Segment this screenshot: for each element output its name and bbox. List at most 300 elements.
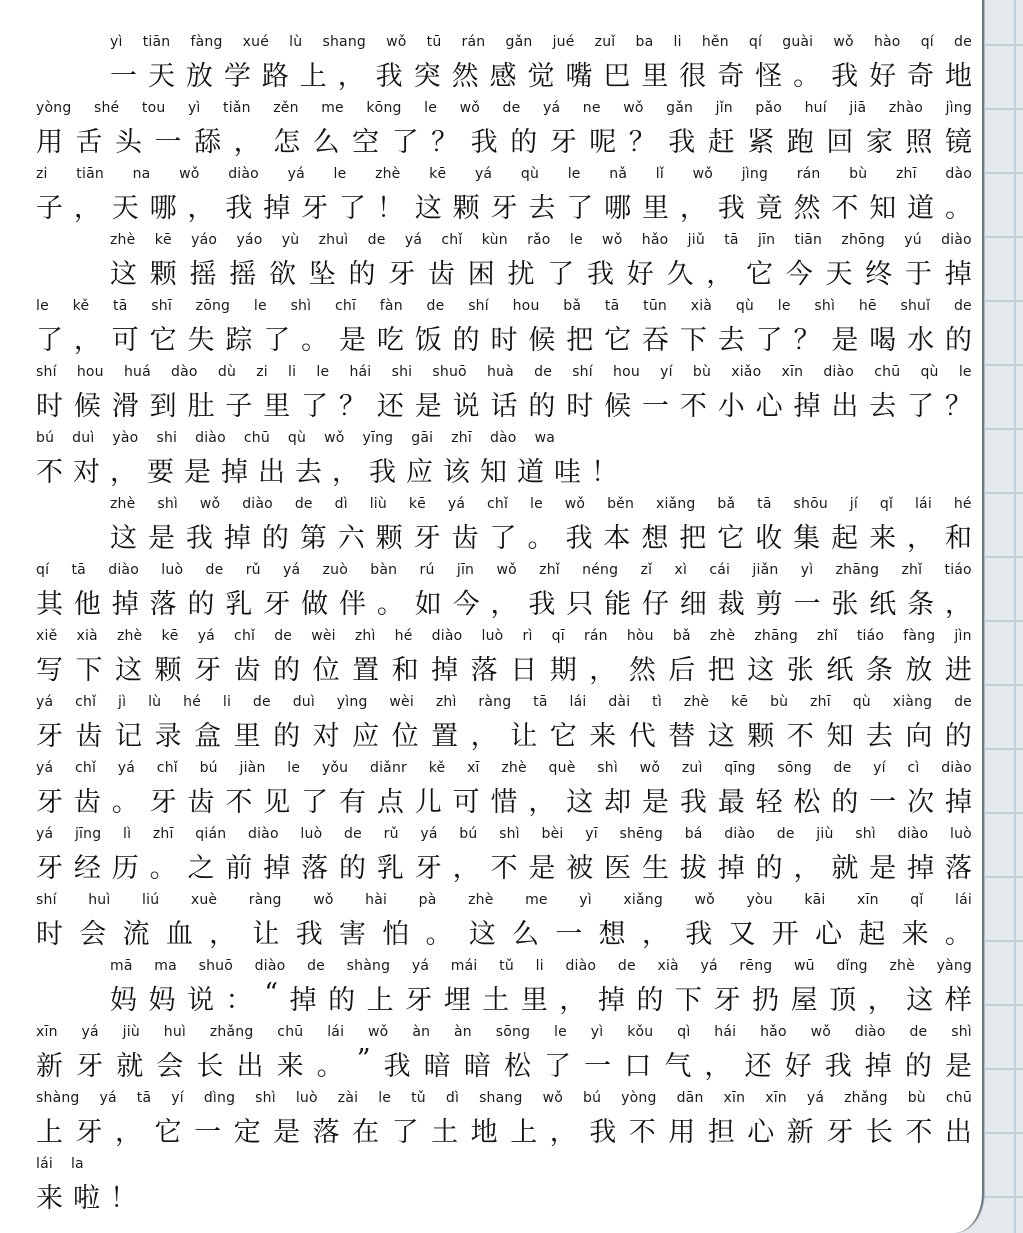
hanzi-char: 路 — [261, 61, 289, 92]
hanzi-char: 记 — [115, 721, 143, 752]
hanzi-char: 跑 — [786, 127, 814, 158]
pinyin-syllable: hé — [183, 694, 202, 710]
hanzi-char: 久 — [666, 259, 694, 290]
hanzi-char: 舔 — [194, 127, 222, 158]
pinyin-syllable: chī — [334, 298, 357, 314]
hanzi-char: ， — [945, 589, 972, 620]
pinyin-syllable: zhì — [354, 628, 376, 644]
text-line — [36, 822, 972, 888]
pinyin-syllable: sōng — [777, 760, 812, 776]
pinyin-syllable: hou — [613, 364, 640, 380]
hanzi-char: 心 — [755, 391, 783, 422]
hanzi-char: 喝 — [869, 325, 897, 356]
pinyin-syllable: xīn — [781, 364, 804, 380]
pinyin-syllable: zhì — [435, 694, 457, 710]
hanzi-char: 来 — [276, 1051, 304, 1082]
pinyin-syllable: yí — [660, 364, 673, 380]
hanzi-char: 了 — [263, 325, 291, 356]
pinyin-syllable: cái — [709, 562, 731, 578]
hanzi-char: 集 — [793, 523, 821, 554]
pinyin-syllable: zǐ — [640, 562, 653, 578]
hanzi-char: 仔 — [642, 589, 669, 620]
hanzi-char: 然 — [451, 61, 479, 92]
pinyin-syllable: zhāng — [835, 562, 880, 578]
pinyin-syllable: diào — [247, 826, 279, 842]
pinyin-row — [110, 958, 972, 974]
pinyin-syllable: fàn — [379, 298, 403, 314]
hanzi-char: 上 — [36, 1117, 63, 1148]
hanzi-char: 长 — [196, 1051, 224, 1082]
hanzi-char: 就 — [831, 853, 859, 884]
pinyin-syllable: de — [344, 826, 362, 842]
hanzi-char: ， — [907, 523, 935, 554]
hanzi-char: 样 — [944, 985, 972, 1016]
pinyin-syllable: yí — [171, 1090, 184, 1106]
pinyin-syllable: lái — [954, 892, 972, 908]
pinyin-syllable: dào — [945, 166, 972, 182]
hanzi-char: 踪 — [225, 325, 253, 356]
hanzi-char: 上 — [299, 61, 327, 92]
hanzi-char: 向 — [905, 721, 933, 752]
hanzi-char: 放 — [185, 61, 213, 92]
pinyin-syllable: shuǐ — [900, 298, 931, 314]
hanzi-char: 话 — [490, 391, 518, 422]
hanzi-char: 我 — [383, 1051, 411, 1082]
hanzi-char: 这 — [906, 985, 934, 1016]
pinyin-syllable: yòng — [621, 1090, 657, 1106]
pinyin-syllable: wǒ — [694, 892, 715, 908]
pinyin-syllable: le — [378, 1090, 392, 1106]
hanzi-char: 颗 — [149, 259, 177, 290]
hanzi-char: 放 — [905, 655, 933, 686]
pinyin-syllable: zhè — [683, 694, 710, 710]
hanzi-char: ， — [589, 655, 617, 686]
hanzi-char: 道 — [517, 457, 544, 488]
pinyin-syllable: de — [307, 958, 325, 974]
pinyin-syllable: de — [954, 694, 972, 710]
hanzi-row — [36, 846, 972, 885]
pinyin-row — [110, 232, 972, 248]
pinyin-syllable: ràng — [248, 892, 282, 908]
hanzi-char: 去 — [528, 193, 556, 224]
hanzi-char: 怎 — [273, 127, 301, 158]
pinyin-syllable: zhī — [451, 430, 472, 446]
pinyin-syllable: yáo — [236, 232, 263, 248]
pinyin-syllable: zōng — [195, 298, 231, 314]
hanzi-char: 很 — [679, 61, 707, 92]
hanzi-char: 后 — [668, 655, 696, 686]
pinyin-syllable: yì — [110, 34, 123, 50]
pinyin-syllable: dù — [217, 364, 237, 380]
hanzi-char: 水 — [907, 325, 935, 356]
hanzi-char: 儿 — [414, 787, 442, 818]
pinyin-syllable: tā — [724, 232, 739, 248]
hanzi-char: 想 — [641, 523, 669, 554]
hanzi-char: 好 — [626, 259, 654, 290]
hanzi-char: 掉 — [221, 457, 248, 488]
hanzi-char: 让 — [510, 721, 538, 752]
hanzi-char: 掉 — [944, 259, 972, 290]
pinyin-syllable: guài — [782, 34, 814, 50]
pinyin-syllable: xiě — [36, 628, 58, 644]
hanzi-char: 来 — [589, 721, 617, 752]
pinyin-syllable: jīn — [757, 232, 776, 248]
hanzi-char: 。 — [793, 61, 821, 92]
hanzi-char: 牙 — [414, 853, 442, 884]
pinyin-syllable: qù — [287, 430, 307, 446]
hanzi-char: 不 — [490, 853, 518, 884]
pinyin-syllable: diào — [854, 1024, 886, 1040]
hanzi-char: 应 — [406, 457, 433, 488]
hanzi-char: ， — [559, 985, 587, 1016]
pinyin-syllable: lù — [148, 694, 162, 710]
hanzi-char: 去 — [869, 391, 897, 422]
pinyin-syllable: hē — [858, 298, 877, 314]
pinyin-syllable: le — [424, 100, 438, 116]
pinyin-syllable: de — [294, 496, 313, 512]
pinyin-syllable: tā — [757, 496, 772, 512]
pinyin-syllable: rán — [796, 166, 821, 182]
pinyin-row — [36, 562, 972, 578]
pinyin-syllable: zhè — [709, 628, 736, 644]
text-line — [36, 1020, 972, 1086]
pinyin-syllable: jí — [849, 496, 858, 512]
hanzi-char: 让 — [252, 919, 280, 950]
hanzi-char: 我 — [225, 193, 253, 224]
pinyin-syllable: diào — [228, 166, 259, 182]
hanzi-char: ， — [209, 919, 237, 950]
hanzi-char: 新 — [786, 1117, 814, 1148]
hanzi-char: 是 — [184, 457, 211, 488]
hanzi-char: 。 — [425, 919, 453, 950]
pinyin-syllable: rán — [461, 34, 486, 50]
pinyin-row — [36, 760, 972, 776]
pinyin-syllable: zhǎng — [209, 1024, 254, 1040]
hanzi-char: 回 — [826, 127, 854, 158]
hanzi-char: 它 — [746, 259, 773, 290]
hanzi-char: 了 — [391, 127, 419, 158]
hanzi-char: 土 — [482, 985, 510, 1016]
hanzi-char: 有 — [339, 787, 366, 818]
pinyin-syllable: shì — [499, 826, 520, 842]
pinyin-syllable: luò — [481, 628, 504, 644]
pinyin-syllable: hào — [873, 34, 901, 50]
pinyin-syllable: bú — [199, 760, 218, 776]
pinyin-syllable: rú — [419, 562, 435, 578]
hanzi-row — [36, 648, 972, 687]
text-line — [36, 492, 972, 558]
hanzi-char: ？ — [431, 127, 459, 158]
hanzi-char: 的 — [339, 853, 366, 884]
hanzi-char: 落 — [149, 589, 177, 620]
hanzi-char: 知 — [826, 721, 854, 752]
hanzi-char: 剪 — [755, 589, 783, 620]
hanzi-char: 啦 — [73, 1183, 100, 1214]
pinyin-syllable: de — [274, 628, 293, 644]
pinyin-syllable: le — [333, 166, 347, 182]
hanzi-char: 颗 — [154, 655, 182, 686]
pinyin-syllable: shang — [322, 34, 366, 50]
pinyin-syllable: zhè — [110, 496, 136, 512]
hanzi-char: 点 — [376, 787, 404, 818]
hanzi-char: 可 — [111, 325, 139, 356]
hanzi-char: 了 — [301, 391, 329, 422]
hanzi-char: 。 — [944, 919, 972, 950]
pinyin-syllable: chǐ — [487, 496, 509, 512]
hanzi-char: 是 — [147, 523, 175, 554]
pinyin-syllable: dì — [445, 1090, 460, 1106]
pinyin-syllable: wǒ — [313, 892, 334, 908]
pinyin-row — [36, 628, 972, 644]
hanzi-char: 。 — [149, 853, 177, 884]
pinyin-syllable: zhè — [116, 628, 143, 644]
pinyin-syllable: shì — [855, 826, 876, 842]
hanzi-char: 掉 — [223, 523, 251, 554]
hanzi-char: 代 — [628, 721, 656, 752]
hanzi-char: ， — [187, 193, 215, 224]
hanzi-char: 的 — [348, 259, 376, 290]
hanzi-char: 这 — [414, 193, 442, 224]
hanzi-char: 子 — [36, 193, 63, 224]
hanzi-char: 下 — [75, 655, 103, 686]
hanzi-char: 出 — [258, 457, 285, 488]
hanzi-char: 的 — [831, 787, 859, 818]
hanzi-char: 对 — [73, 457, 100, 488]
pinyin-syllable: bàn — [370, 562, 398, 578]
hanzi-char: 的 — [510, 127, 538, 158]
pinyin-syllable: pǎo — [755, 100, 783, 116]
pinyin-syllable: yá — [287, 166, 305, 182]
hanzi-char: 里 — [263, 391, 291, 422]
pinyin-syllable: na — [132, 166, 151, 182]
pinyin-syllable: wǒ — [459, 100, 480, 116]
pinyin-syllable: xiǎo — [731, 364, 762, 380]
hanzi-row — [36, 714, 972, 753]
hanzi-char: 说 — [187, 985, 215, 1016]
pinyin-syllable: hěn — [701, 34, 729, 50]
hanzi-char: 地 — [944, 61, 972, 92]
pinyin-syllable: xià — [690, 298, 713, 314]
hanzi-char: 好 — [784, 1051, 812, 1082]
hanzi-char: 落 — [312, 1117, 340, 1148]
hanzi-char: 落 — [470, 655, 498, 686]
hanzi-char: 道 — [907, 193, 935, 224]
hanzi-char: 头 — [115, 127, 143, 158]
pinyin-syllable: qì — [677, 1024, 691, 1040]
pinyin-syllable: shi — [391, 364, 413, 380]
hanzi-char: 被 — [566, 853, 594, 884]
hanzi-char: 好 — [869, 61, 897, 92]
pinyin-syllable: de — [909, 1024, 928, 1040]
pinyin-syllable: tiáo — [944, 562, 972, 578]
pinyin-syllable: jìn — [954, 628, 972, 644]
hanzi-char: 空 — [352, 127, 380, 158]
hanzi-char: 齿 — [451, 523, 479, 554]
hanzi-char: 去 — [865, 721, 893, 752]
hanzi-char: 日 — [510, 655, 538, 686]
hanzi-char: 条 — [907, 589, 935, 620]
hanzi-row — [36, 120, 972, 159]
hanzi-char: 我 — [528, 589, 556, 620]
pinyin-syllable: zi — [256, 364, 268, 380]
hanzi-char: 出 — [831, 391, 859, 422]
pinyin-syllable: chǐ — [441, 232, 463, 248]
pinyin-syllable: de — [953, 298, 972, 314]
hanzi-char: “ — [264, 978, 278, 1009]
hanzi-char: 奇 — [907, 61, 935, 92]
hanzi-char: 上 — [366, 985, 394, 1016]
pinyin-syllable: zhǎng — [844, 1090, 888, 1106]
pinyin-syllable: hou — [76, 364, 104, 380]
pinyin-syllable: tā — [71, 562, 86, 578]
pinyin-syllable: wǒ — [623, 100, 644, 116]
pinyin-syllable: tūn — [643, 298, 667, 314]
hanzi-char: 掉 — [111, 589, 139, 620]
pinyin-syllable: le — [554, 1024, 567, 1040]
pinyin-syllable: shí — [36, 892, 57, 908]
pinyin-row — [36, 100, 972, 116]
pinyin-syllable: àn — [412, 1024, 431, 1040]
hanzi-char: 来 — [869, 523, 897, 554]
hanzi-char: 其 — [36, 589, 63, 620]
pinyin-syllable: zuì — [681, 760, 703, 776]
hanzi-char: 开 — [771, 919, 799, 950]
pinyin-syllable: yú — [904, 232, 922, 248]
hanzi-char: ？ — [628, 127, 656, 158]
pinyin-syllable: rán — [583, 628, 608, 644]
pinyin-syllable: de — [954, 34, 972, 50]
pinyin-syllable: jiā — [849, 100, 867, 116]
hanzi-char: 里 — [641, 61, 669, 92]
hanzi-char: 不 — [628, 1117, 656, 1148]
pinyin-syllable: de — [205, 562, 224, 578]
hanzi-char: 这 — [707, 721, 735, 752]
pinyin-syllable: wǒ — [496, 562, 517, 578]
pinyin-row — [36, 364, 972, 380]
hanzi-char: 掉 — [864, 1051, 892, 1082]
hanzi-char: 时 — [36, 919, 63, 950]
pinyin-syllable: zhè — [501, 760, 527, 776]
pinyin-syllable: shēng — [619, 826, 664, 842]
hanzi-char: ！ — [110, 1183, 137, 1214]
pinyin-syllable: jǐn — [715, 100, 733, 116]
pinyin-syllable: tǔ — [411, 1090, 426, 1106]
pinyin-syllable: yá — [283, 562, 301, 578]
pinyin-syllable: yá — [447, 496, 466, 512]
text-line — [36, 96, 972, 162]
hanzi-char: 惜 — [490, 787, 518, 818]
hanzi-char: 舌 — [75, 127, 103, 158]
pinyin-syllable: kē — [429, 166, 447, 182]
hanzi-char: 牙 — [75, 1117, 103, 1148]
hanzi-char: 妈 — [148, 985, 176, 1016]
pinyin-row — [36, 1024, 972, 1040]
pinyin-syllable: yòu — [746, 892, 773, 908]
hanzi-char: ？ — [945, 391, 972, 422]
hanzi-char: 是 — [528, 853, 556, 884]
hanzi-char: 的 — [187, 589, 215, 620]
pinyin-syllable: chū — [945, 1090, 972, 1106]
pinyin-syllable: xiàng — [892, 694, 933, 710]
hanzi-char: ？ — [793, 325, 821, 356]
pinyin-syllable: lì — [122, 826, 132, 842]
pinyin-syllable: yī — [585, 826, 598, 842]
pinyin-syllable: le — [569, 232, 583, 248]
hanzi-char: 巴 — [603, 61, 631, 92]
pinyin-syllable: hái — [714, 1024, 737, 1040]
pinyin-syllable: zhī — [810, 694, 831, 710]
hanzi-char: 了 — [489, 523, 517, 554]
pinyin-syllable: dān — [676, 1090, 704, 1106]
pinyin-syllable: de — [252, 694, 271, 710]
pinyin-syllable: jiàn — [239, 760, 266, 776]
hanzi-char: 牙 — [149, 787, 177, 818]
pinyin-syllable: xuè — [190, 892, 218, 908]
hanzi-char: 这 — [468, 919, 496, 950]
hanzi-char: 掉 — [263, 853, 291, 884]
pinyin-syllable: hǎo — [641, 232, 669, 248]
hanzi-char: 我 — [185, 523, 213, 554]
hanzi-char: 轻 — [755, 787, 783, 818]
pinyin-syllable: la — [70, 1156, 84, 1172]
hanzi-char: 欲 — [269, 259, 296, 290]
pinyin-syllable: shí — [468, 298, 489, 314]
hanzi-char: 不 — [36, 457, 63, 488]
hanzi-char: 时 — [36, 391, 63, 422]
pinyin-syllable: luò — [295, 1090, 318, 1106]
hanzi-char: 牙 — [405, 985, 433, 1016]
hanzi-char: 埋 — [443, 985, 471, 1016]
hanzi-char: 把 — [679, 523, 707, 554]
hanzi-char: 起 — [858, 919, 886, 950]
hanzi-char: 担 — [707, 1117, 735, 1148]
hanzi-char: 牙 — [549, 127, 577, 158]
pinyin-syllable: rì — [522, 628, 533, 644]
hanzi-char: 条 — [865, 655, 893, 686]
hanzi-char: 张 — [831, 589, 859, 620]
pinyin-syllable: yì — [579, 892, 592, 908]
pinyin-syllable: tou — [141, 100, 166, 116]
pinyin-syllable: dǐng — [836, 958, 868, 974]
pinyin-syllable: zhī — [895, 166, 917, 182]
pinyin-syllable: yá — [117, 760, 136, 776]
hanzi-char: 这 — [747, 655, 775, 686]
pinyin-syllable: kě — [72, 298, 90, 314]
pinyin-syllable: jiǔ — [687, 232, 705, 248]
hanzi-char: 牙 — [36, 853, 63, 884]
hanzi-char: 。 — [376, 589, 404, 620]
hanzi-char: ， — [452, 853, 480, 884]
hanzi-char: 。 — [527, 523, 555, 554]
pinyin-syllable: huì — [163, 1024, 187, 1040]
text-line — [36, 756, 972, 822]
pinyin-syllable: hé — [394, 628, 413, 644]
pinyin-syllable: wǒ — [564, 496, 586, 512]
hanzi-char: 它 — [149, 325, 177, 356]
hanzi-char: 一 — [793, 589, 821, 620]
hanzi-char: 上 — [510, 1117, 538, 1148]
pinyin-syllable: shuō — [198, 958, 233, 974]
pinyin-syllable: yá — [542, 100, 561, 116]
hanzi-char: 不 — [679, 391, 707, 422]
pinyin-syllable: zhōng — [841, 232, 885, 248]
pinyin-syllable: shì — [814, 298, 836, 314]
hanzi-char: 进 — [944, 655, 972, 686]
hanzi-char: 我 — [668, 127, 696, 158]
pinyin-syllable: diào — [108, 562, 139, 578]
hanzi-char: 摇 — [189, 259, 217, 290]
pinyin-syllable: shōu — [793, 496, 828, 512]
